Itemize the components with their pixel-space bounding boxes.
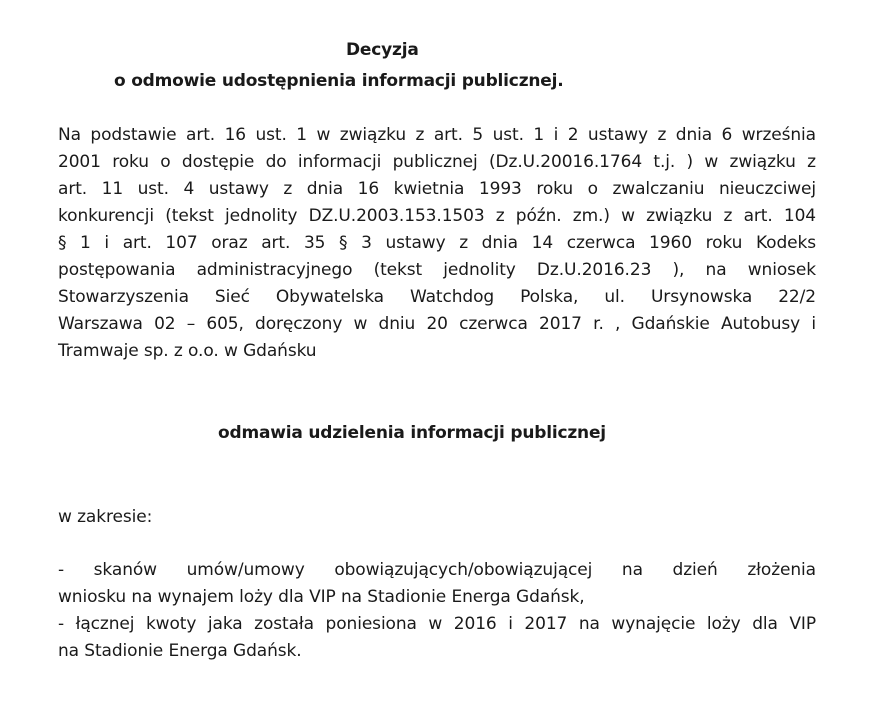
legal-basis-line: art. 11 ust. 4 ustawy z dnia 16 kwietnia 1993 roku o zwalczaniu nieuczciwej [58, 179, 816, 199]
decision-statement: odmawia udzielenia informacji publicznej [218, 423, 606, 443]
legal-basis-line: 2001 roku o dostępie do informacji publicznej (Dz.U.20016.1764 t.j. ) w związku z [58, 152, 816, 172]
legal-basis-line: postępowania administracyjnego (tekst jednolity Dz.U.2016.23 ), na wniosek [58, 260, 816, 280]
legal-basis-line: Na podstawie art. 16 ust. 1 w związku z art. 5 ust. 1 i 2 ustawy z dnia 6 września [58, 125, 816, 145]
decision-subtitle: o odmowie udostępnienia informacji publicznej. [114, 71, 564, 91]
scope-item-line: na Stadionie Energa Gdańsk. [58, 641, 302, 661]
legal-basis-line: Warszawa 02 – 605, doręczony w dniu 20 czerwca 2017 r. , Gdańskie Autobusy i [58, 314, 816, 334]
scope-item-line: - skanów umów/umowy obowiązujących/obowiązującej na dzień złożenia [58, 560, 816, 580]
legal-basis-line: Stowarzyszenia Sieć Obywatelska Watchdog Polska, ul. Ursynowska 22/2 [58, 287, 816, 307]
scope-label: w zakresie: [58, 507, 153, 527]
scope-item-line: - łącznej kwoty jaka została poniesiona w 2016 i 2017 na wynajęcie loży dla VIP [58, 614, 816, 634]
legal-basis-line: § 1 i art. 107 oraz art. 35 § 3 ustawy z dnia 14 czerwca 1960 roku Kodeks [58, 233, 816, 253]
legal-basis-line: Tramwaje sp. z o.o. w Gdańsku [58, 341, 317, 361]
legal-basis-line: konkurencji (tekst jednolity DZ.U.2003.153.1503 z późn. zm.) w związku z art. 104 [58, 206, 816, 226]
decision-title: Decyzja [346, 40, 419, 60]
scope-item-line: wniosku na wynajem loży dla VIP na Stadionie Energa Gdańsk, [58, 587, 585, 607]
